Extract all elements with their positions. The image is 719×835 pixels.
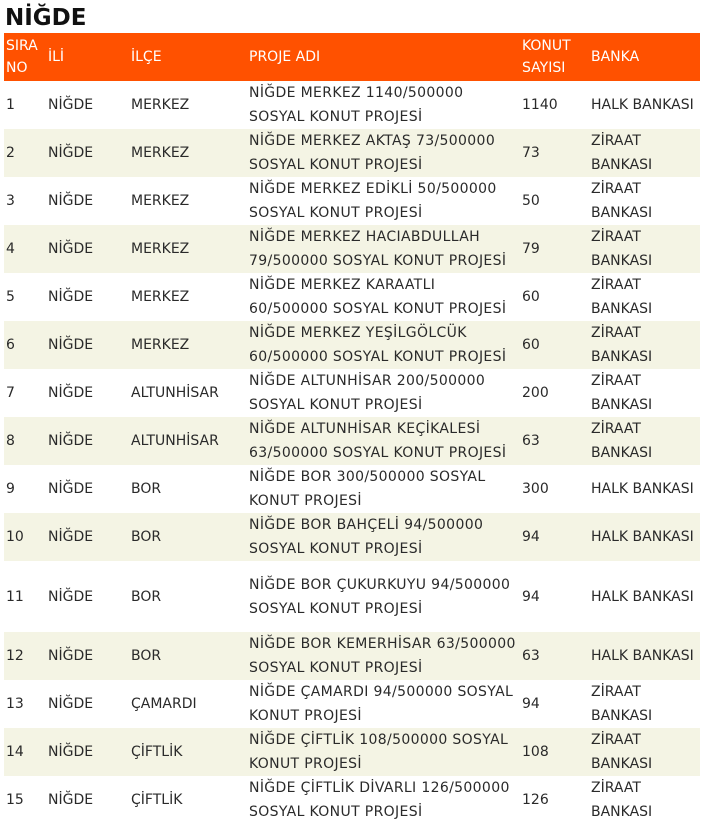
- cell-ilce: MERKEZ: [131, 97, 190, 113]
- cell-proje: NİĞDE ÇİFTLİK 108/500000 SOSYAL KONUT PROJESİ: [249, 732, 509, 772]
- cell-banka: HALK BANKASI: [591, 481, 694, 497]
- cell-konut: 94: [522, 696, 540, 712]
- page-title: NİĞDE: [5, 5, 87, 31]
- cell-konut: 126: [522, 792, 549, 808]
- cell-banka: ZİRAAT BANKASI: [591, 181, 653, 221]
- header-ilce: İLÇE: [131, 49, 162, 65]
- cell-ili: NİĞDE: [48, 648, 94, 664]
- cell-sira: 13: [6, 696, 24, 712]
- cell-ili: NİĞDE: [48, 529, 94, 545]
- cell-proje: NİĞDE ÇAMARDI 94/500000 SOSYAL KONUT PROJESİ: [249, 684, 514, 724]
- cell-ili: NİĞDE: [48, 385, 94, 401]
- table-row: [4, 728, 700, 776]
- cell-ili: NİĞDE: [48, 241, 94, 257]
- cell-banka: ZİRAAT BANKASI: [591, 780, 653, 820]
- cell-sira: 11: [6, 588, 24, 605]
- cell-banka: ZİRAAT BANKASI: [591, 229, 653, 269]
- cell-sira: 8: [6, 433, 15, 449]
- cell-banka: HALK BANKASI: [591, 529, 694, 545]
- cell-sira: 6: [6, 337, 15, 353]
- cell-ilce: MERKEZ: [131, 193, 190, 209]
- header-proje-adi: PROJE ADI: [249, 49, 321, 65]
- cell-proje: NİĞDE BOR 300/500000 SOSYAL KONUT PROJESİ: [249, 469, 486, 509]
- header-ili: İLİ: [48, 49, 65, 65]
- table-row: [4, 225, 700, 273]
- cell-konut: 1140: [522, 97, 558, 113]
- table-row: [4, 369, 700, 417]
- cell-konut: 60: [522, 337, 540, 353]
- cell-ili: NİĞDE: [48, 97, 94, 113]
- cell-ili: NİĞDE: [48, 696, 94, 712]
- cell-sira: 4: [6, 241, 15, 257]
- cell-konut: 60: [522, 289, 540, 305]
- housing-projects-table: [4, 33, 700, 824]
- header-banka: BANKA: [591, 49, 640, 65]
- cell-sira: 9: [6, 481, 15, 497]
- cell-proje: NİĞDE ÇİFTLİK DİVARLI 126/500000 SOSYAL KONUT PROJESİ: [249, 780, 510, 820]
- cell-ilce: ÇİFTLİK: [131, 792, 183, 808]
- cell-ili: NİĞDE: [48, 792, 94, 808]
- table-row: [4, 81, 700, 129]
- cell-banka: ZİRAAT BANKASI: [591, 684, 653, 724]
- cell-ili: NİĞDE: [48, 744, 94, 760]
- cell-konut: 50: [522, 193, 540, 209]
- header-sira-no: SIRA NO: [6, 38, 38, 76]
- cell-sira: 15: [6, 792, 24, 808]
- cell-proje: NİĞDE MERKEZ YEŞİLGÖLCÜK 60/500000 SOSYAL KONUT PROJESİ: [249, 325, 507, 365]
- cell-sira: 7: [6, 385, 15, 401]
- table-row: [4, 129, 700, 177]
- cell-konut: 79: [522, 241, 540, 257]
- table-row: [4, 417, 700, 465]
- cell-konut: 63: [522, 648, 540, 664]
- cell-sira: 10: [6, 529, 24, 545]
- cell-ilce: BOR: [131, 481, 162, 497]
- cell-banka: ZİRAAT BANKASI: [591, 325, 653, 365]
- cell-ilce: ALTUNHİSAR: [131, 385, 219, 401]
- cell-konut: 63: [522, 433, 540, 449]
- cell-konut: 108: [522, 744, 549, 760]
- table-row: [4, 177, 700, 225]
- cell-proje: NİĞDE ALTUNHİSAR KEÇİKALESİ 63/500000 SOSYAL KONUT PROJESİ: [249, 421, 507, 461]
- header-konut-sayisi: KONUT SAYISI: [522, 38, 571, 76]
- cell-proje: NİĞDE MERKEZ KARAATLI 60/500000 SOSYAL KONUT PROJESİ: [249, 277, 507, 317]
- cell-ili: NİĞDE: [48, 145, 94, 161]
- cell-proje: NİĞDE MERKEZ 1140/500000 SOSYAL KONUT PROJESİ: [249, 85, 464, 125]
- cell-proje: NİĞDE BOR BAHÇELİ 94/500000 SOSYAL KONUT PROJESİ: [249, 517, 484, 557]
- cell-konut: 94: [522, 588, 540, 605]
- cell-proje: NİĞDE BOR KEMERHİSAR 63/500000 SOSYAL KONUT PROJESİ: [249, 636, 516, 676]
- cell-sira: 14: [6, 744, 24, 760]
- cell-sira: 12: [6, 648, 24, 664]
- cell-banka: HALK BANKASI: [591, 97, 694, 113]
- cell-ili: NİĞDE: [48, 289, 94, 305]
- cell-konut: 94: [522, 529, 540, 545]
- table-row: [4, 776, 700, 824]
- cell-sira: 5: [6, 289, 15, 305]
- cell-ili: NİĞDE: [48, 588, 94, 605]
- cell-banka: ZİRAAT BANKASI: [591, 421, 653, 461]
- cell-sira: 2: [6, 145, 15, 161]
- cell-banka: HALK BANKASI: [591, 588, 694, 605]
- cell-konut: 73: [522, 145, 540, 161]
- cell-banka: ZİRAAT BANKASI: [591, 732, 653, 772]
- cell-ilce: ALTUNHİSAR: [131, 433, 219, 449]
- cell-ili: NİĞDE: [48, 481, 94, 497]
- table-row: [4, 321, 700, 369]
- cell-ilce: ÇİFTLİK: [131, 744, 183, 760]
- cell-ilce: MERKEZ: [131, 145, 190, 161]
- cell-ilce: BOR: [131, 588, 162, 605]
- cell-ilce: MERKEZ: [131, 337, 190, 353]
- cell-banka: ZİRAAT BANKASI: [591, 133, 653, 173]
- table-row: [4, 465, 700, 513]
- cell-ilce: BOR: [131, 648, 162, 664]
- cell-banka: ZİRAAT BANKASI: [591, 277, 653, 317]
- cell-proje: NİĞDE MERKEZ HACIABDULLAH 79/500000 SOSYAL KONUT PROJESİ: [249, 229, 507, 269]
- table-row: [4, 680, 700, 728]
- cell-ilce: BOR: [131, 529, 162, 545]
- cell-banka: HALK BANKASI: [591, 648, 694, 664]
- cell-ili: NİĞDE: [48, 337, 94, 353]
- cell-ilce: ÇAMARDI: [131, 696, 197, 712]
- table-row: [4, 561, 700, 632]
- table-row: [4, 632, 700, 680]
- table-row: [4, 513, 700, 561]
- cell-banka: ZİRAAT BANKASI: [591, 373, 653, 413]
- cell-ili: NİĞDE: [48, 433, 94, 449]
- cell-proje: NİĞDE MERKEZ AKTAŞ 73/500000 SOSYAL KONUT PROJESİ: [249, 133, 496, 173]
- cell-proje: NİĞDE MERKEZ EDİKLİ 50/500000 SOSYAL KONUT PROJESİ: [249, 181, 497, 221]
- cell-sira: 1: [6, 97, 15, 113]
- table-row: [4, 273, 700, 321]
- cell-proje: NİĞDE ALTUNHİSAR 200/500000 SOSYAL KONUT PROJESİ: [249, 373, 486, 413]
- cell-konut: 300: [522, 481, 549, 497]
- cell-ilce: MERKEZ: [131, 289, 190, 305]
- cell-proje: NİĞDE BOR ÇUKURKUYU 94/500000 SOSYAL KONUT PROJESİ: [249, 576, 511, 617]
- cell-konut: 200: [522, 385, 549, 401]
- cell-ilce: MERKEZ: [131, 241, 190, 257]
- table-header-row: [4, 33, 700, 81]
- cell-ili: NİĞDE: [48, 193, 94, 209]
- cell-sira: 3: [6, 193, 15, 209]
